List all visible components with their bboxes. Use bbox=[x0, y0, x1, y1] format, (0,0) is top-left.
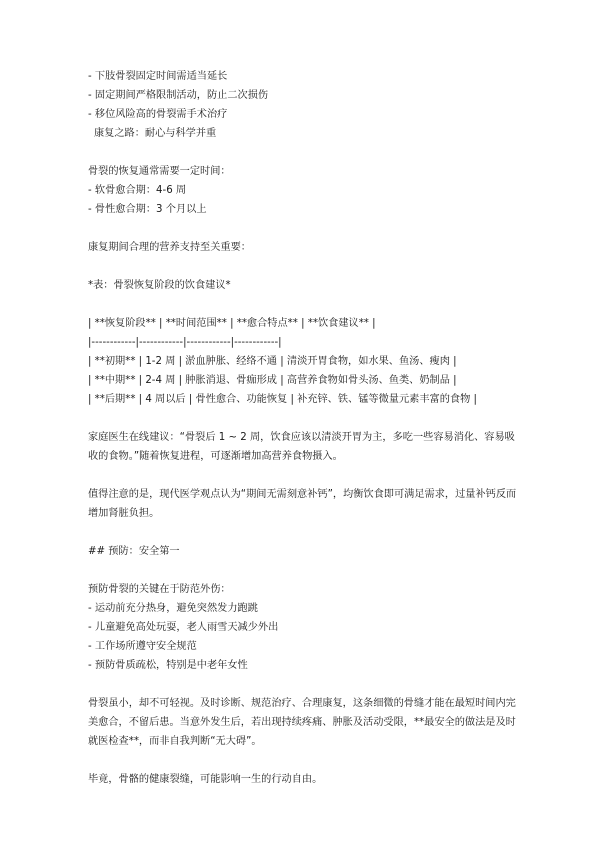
table-row: | **初期** | 1-2 周 | 淤血肿胀、经络不通 | 清淡开胃食物，如水果、鱼汤、瘦肉 | bbox=[88, 356, 457, 367]
list-item: - 工作场所遵守安全规范 bbox=[88, 641, 197, 652]
paragraph: 值得注意的是，现代医学观点认为“期间无需刻意补钙”，均衡饮食即可满足需求，过量补钙反而增加肾脏负担。 bbox=[88, 489, 517, 519]
list-item: - 固定期间严格限制活动，防止二次损伤 bbox=[88, 90, 269, 101]
paragraph: 家庭医生在线建议：“骨裂后 1 ~ 2 周，饮食应该以清淡开胃为主，多吃一些容易消化、容易吸收的食物。”随着恢复进程，可逐渐增加高营养食物摄入。 bbox=[88, 432, 515, 462]
list-item: - 骨性愈合期：3 个月以上 bbox=[88, 204, 207, 215]
list-item: - 下肢骨裂固定时间需适当延长 bbox=[88, 71, 228, 82]
section-heading: ## 预防：安全第一 bbox=[88, 546, 180, 557]
paragraph: 预防骨裂的关键在于防范外伤： bbox=[88, 584, 231, 595]
table-row: | **后期** | 4 周以后 | 骨性愈合、功能恢复 | 补充锌、铁、锰等微量元素丰富的食物 | bbox=[88, 394, 477, 405]
table-header-row: | **恢复阶段** | **时间范围** | **愈合特点** | **饮食建议** | bbox=[88, 318, 376, 329]
paragraph: 骨裂虽小，却不可轻视。及时诊断、规范治疗、合理康复，这条细微的骨缝才能在最短时间内完美愈合，不留后患。当意外发生后，若出现持续疼痛、肿胀及活动受限，**最安全的做法是及时就医检查**，而非自我判断“无大碍”。 bbox=[88, 698, 516, 747]
paragraph: 骨裂的恢复通常需要一定时间： bbox=[88, 166, 231, 177]
paragraph: 康复期间合理的营养支持至关重要： bbox=[88, 242, 251, 253]
document-body bbox=[88, 67, 518, 789]
list-item: - 软骨愈合期：4-6 周 bbox=[88, 185, 187, 196]
list-item: - 运动前充分热身，避免突然发力跑跳 bbox=[88, 603, 258, 614]
list-item: - 儿童避免高处玩耍，老人雨雪天减少外出 bbox=[88, 622, 279, 633]
paragraph: 毕竟，骨骼的健康裂缝，可能影响一生的行动自由。 bbox=[88, 774, 323, 785]
table-separator: |------------|------------|------------|------------| bbox=[88, 337, 282, 348]
table-caption: *表：骨裂恢复阶段的饮食建议* bbox=[88, 280, 231, 291]
section-heading: 康复之路：耐心与科学并重 bbox=[94, 128, 217, 139]
list-item: - 预防骨质疏松，特别是中老年女性 bbox=[88, 660, 248, 671]
table-row: | **中期** | 2-4 周 | 肿胀消退、骨痂形成 | 高营养食物如骨头汤、鱼类、奶制品 | bbox=[88, 375, 457, 386]
list-item: - 移位风险高的骨裂需手术治疗 bbox=[88, 109, 228, 120]
